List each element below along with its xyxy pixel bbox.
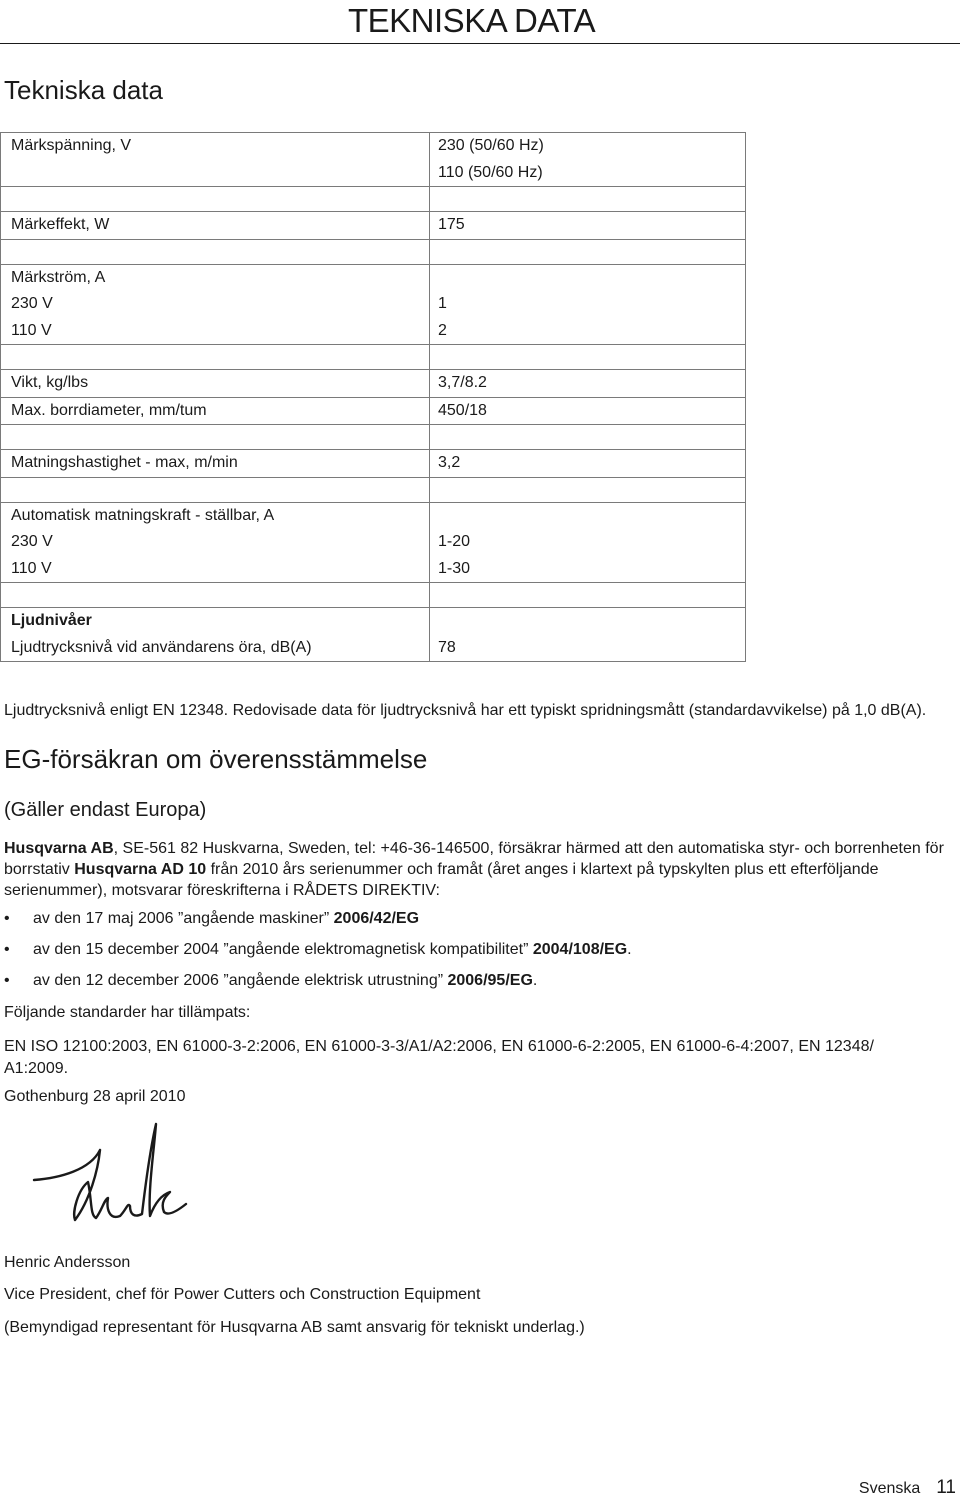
table-row [1,345,746,370]
list-item: • av den 17 maj 2006 ”angående maskiner” 2006/42/EG [4,908,954,939]
spec-value: 230 (50/60 Hz) 110 (50/60 Hz) [430,133,746,187]
footer-language: Svenska [858,1480,921,1497]
table-row [1,187,746,212]
page-footer [859,1477,956,1499]
declaration-title: EG-försäkran om överensstämmelse [4,744,428,774]
list-item: • av den 15 december 2004 ”angående elektromagnetisk kompatibilitet” 2004/108/EG. [4,939,954,970]
header-divider [0,43,960,44]
standards-list: EN ISO 12100:2003, EN 61000-3-2:2006, EN 61000-3-3/A1/A2:2006, EN 61000-6-2:2005, EN 61000-6-4:2007, EN 12348/ A1:2009. [4,1038,874,1077]
table-row [1,264,746,345]
spec-label: Märkeffekt, W [1,212,430,240]
spec-label: Ljudnivåer Ljudtrycksnivå vid användarens öra, dB(A) [1,608,430,662]
spec-value: 1-20 1-30 [430,502,746,583]
bullet-icon: • [4,910,10,927]
declaration-body: Husqvarna AB, SE-561 82 Huskvarna, Sweden, tel: +46-36-146500, försäkrar härmed att den automatiska styr- och borrenheten för borrstativ Husqvarna AD 10 från 2010 års serienummer och framåt (året anges i klartext på typskylten plus ett efterföljande serienummer), motsvarar föreskrifterna i RÅDETS DIREKTIV: [4,840,944,899]
spec-value: 450/18 [430,397,746,425]
spec-table [0,132,746,662]
table-row [1,583,746,608]
declaration-subtitle: (Gäller endast Europa) [4,799,207,821]
page-number: 11 [936,1477,956,1498]
directive-list [4,908,954,1001]
spec-value: 3,7/8.2 [430,370,746,398]
noise-note: Ljudtrycksnivå enligt EN 12348. Redovisade data för ljudtrycksnivå har ett typiskt spridningsmått (standardavvikelse) på 1,0 dB(A). [4,702,927,719]
spec-label: Matningshastighet - max, m/min [1,450,430,478]
section-title: Tekniska data [4,75,163,105]
table-row [1,370,746,398]
spec-label: Vikt, kg/lbs [1,370,430,398]
place-date: Gothenburg 28 april 2010 [4,1088,186,1105]
table-row [1,608,746,662]
table-row [1,239,746,264]
spec-label: Märkspänning, V [1,133,430,187]
spec-label: Max. borrdiameter, mm/tum [1,397,430,425]
spec-value: 1 2 [430,264,746,345]
signer-title: Vice President, chef för Power Cutters och Construction Equipment [4,1286,481,1303]
spec-label: Automatisk matningskraft - ställbar, A 230 V 110 V [1,502,430,583]
list-item: • av den 12 december 2006 ”angående elektrisk utrustning” 2006/95/EG. [4,970,954,1001]
table-row [1,212,746,240]
table-row [1,425,746,450]
signature-icon [30,1120,190,1240]
table-row [1,397,746,425]
page-header-title: TEKNISKA DATA [348,2,596,39]
standards-label: Följande standarder har tillämpats: [4,1004,251,1021]
table-row [1,133,746,187]
signer-authority: (Bemyndigad representant för Husqvarna AB samt ansvarig för tekniskt underlag.) [4,1319,585,1336]
signer-name: Henric Andersson [4,1254,131,1271]
bullet-icon: • [4,972,10,989]
table-row [1,477,746,502]
spec-value: 3,2 [430,450,746,478]
table-row [1,450,746,478]
spec-label: Märkström, A 230 V 110 V [1,264,430,345]
spec-value: 175 [430,212,746,240]
bullet-icon: • [4,941,10,958]
table-row [1,502,746,583]
spec-value: 78 [430,608,746,662]
